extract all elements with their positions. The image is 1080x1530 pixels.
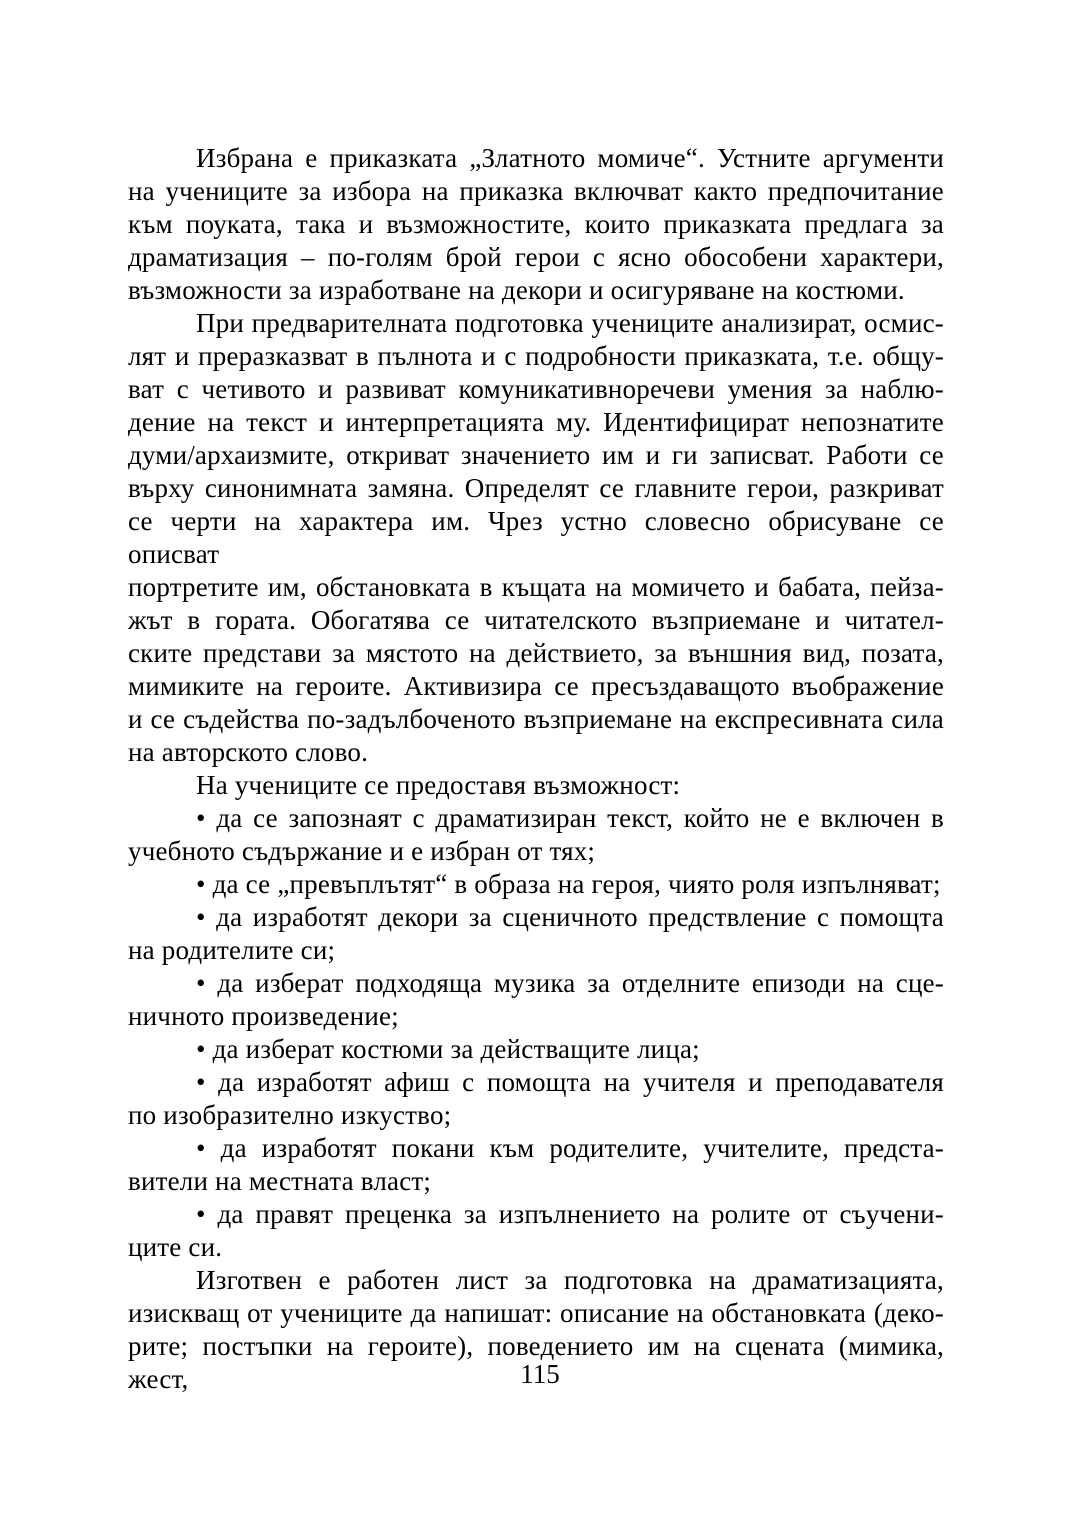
text-line: • да изработят покани към родителите, учителите, предста- (196, 1133, 944, 1163)
text-line: и се съдейства по-задълбоченото възприемане на експресивната сила (128, 704, 944, 734)
text-line: изискващ от учениците да напишат: описание на обстановката (деко- (128, 1298, 944, 1328)
page-text (128, 142, 944, 1396)
text-line: по изобразително изкуство; (128, 1100, 452, 1130)
text-line: • да изработят декори за сценичното предствление с помощта (196, 902, 944, 932)
text-line: ците си. (128, 1232, 223, 1262)
text-line: • да правят преценка за изпълнението на ролите от съучени- (196, 1199, 944, 1229)
text-line: драматизация – по-голям брой герои с ясно обособени характери, (128, 242, 944, 272)
text-line: дение на текст и интерпретацията му. Идентифицират непознатите (128, 407, 944, 437)
text-line: вители на местната власт; (128, 1166, 432, 1196)
text-line: ските представи за мястото на действието, за външния вид, позата, (128, 638, 944, 668)
text-line: ват с четивото и развиват комуникативноречеви умения за наблю- (128, 374, 944, 404)
text-line: портретите им, обстановката в къщата на момичето и бабата, пейза- (128, 572, 944, 602)
text-line: • да изберат подходяща музика за отделните епизоди на сце- (196, 968, 944, 998)
text-line: • да изработят афиш с помощта на учителя и преподавателя (196, 1067, 944, 1097)
text-line: учебното съдържание и е избран от тях; (128, 836, 596, 866)
text-line: думи/архаизмите, откриват значението им и ги записват. Работи се (128, 440, 944, 470)
text-line: на учениците за избора на приказка включват както предпочитание (128, 176, 944, 206)
text-line: се черти на характера им. Чрез устно словесно обрисуване се описват (128, 506, 944, 569)
text-line: мимиките на героите. Активизира се пресъздаващото въображение (128, 671, 944, 701)
text-line: жът в гората. Обогатява се читателското възприемане и читател- (128, 605, 944, 635)
text-line: възможности за изработване на декори и осигуряване на костюми. (128, 275, 905, 305)
text-line: към поуката, така и възможностите, които приказката предлага за (128, 209, 944, 239)
text-line: • да се „превъплътят“ в образа на героя, чиято роля изпълняват; (196, 869, 941, 899)
text-line: Изготвен е работен лист за подготовка на драматизацията, (196, 1265, 944, 1295)
text-line: рите; постъпки на героите), поведението им на сцената (мимика, жест, (128, 1331, 944, 1394)
text-line: върху синонимната замяна. Определят се главните герои, разкриват (128, 473, 944, 503)
page-number: 115 (520, 1359, 560, 1389)
text-line: на авторското слово. (128, 737, 369, 767)
text-line: ничното произведение; (128, 1001, 399, 1031)
text-line: • да се запознаят с драматизиран текст, който не е включен в (196, 803, 944, 833)
text-line: При предварителната подготовка учениците анализират, осмис- (196, 308, 944, 338)
text-line: Избрана е приказката „Златното момиче“. Устните аргументи (196, 143, 944, 173)
text-line: На учениците се предоставя възможност: (196, 770, 681, 800)
text-line: • да изберат костюми за действащите лица; (196, 1034, 700, 1064)
text-line: на родителите си; (128, 935, 336, 965)
text-line: лят и преразказват в пълнота и с подробности приказката, т.е. общу- (128, 341, 944, 371)
